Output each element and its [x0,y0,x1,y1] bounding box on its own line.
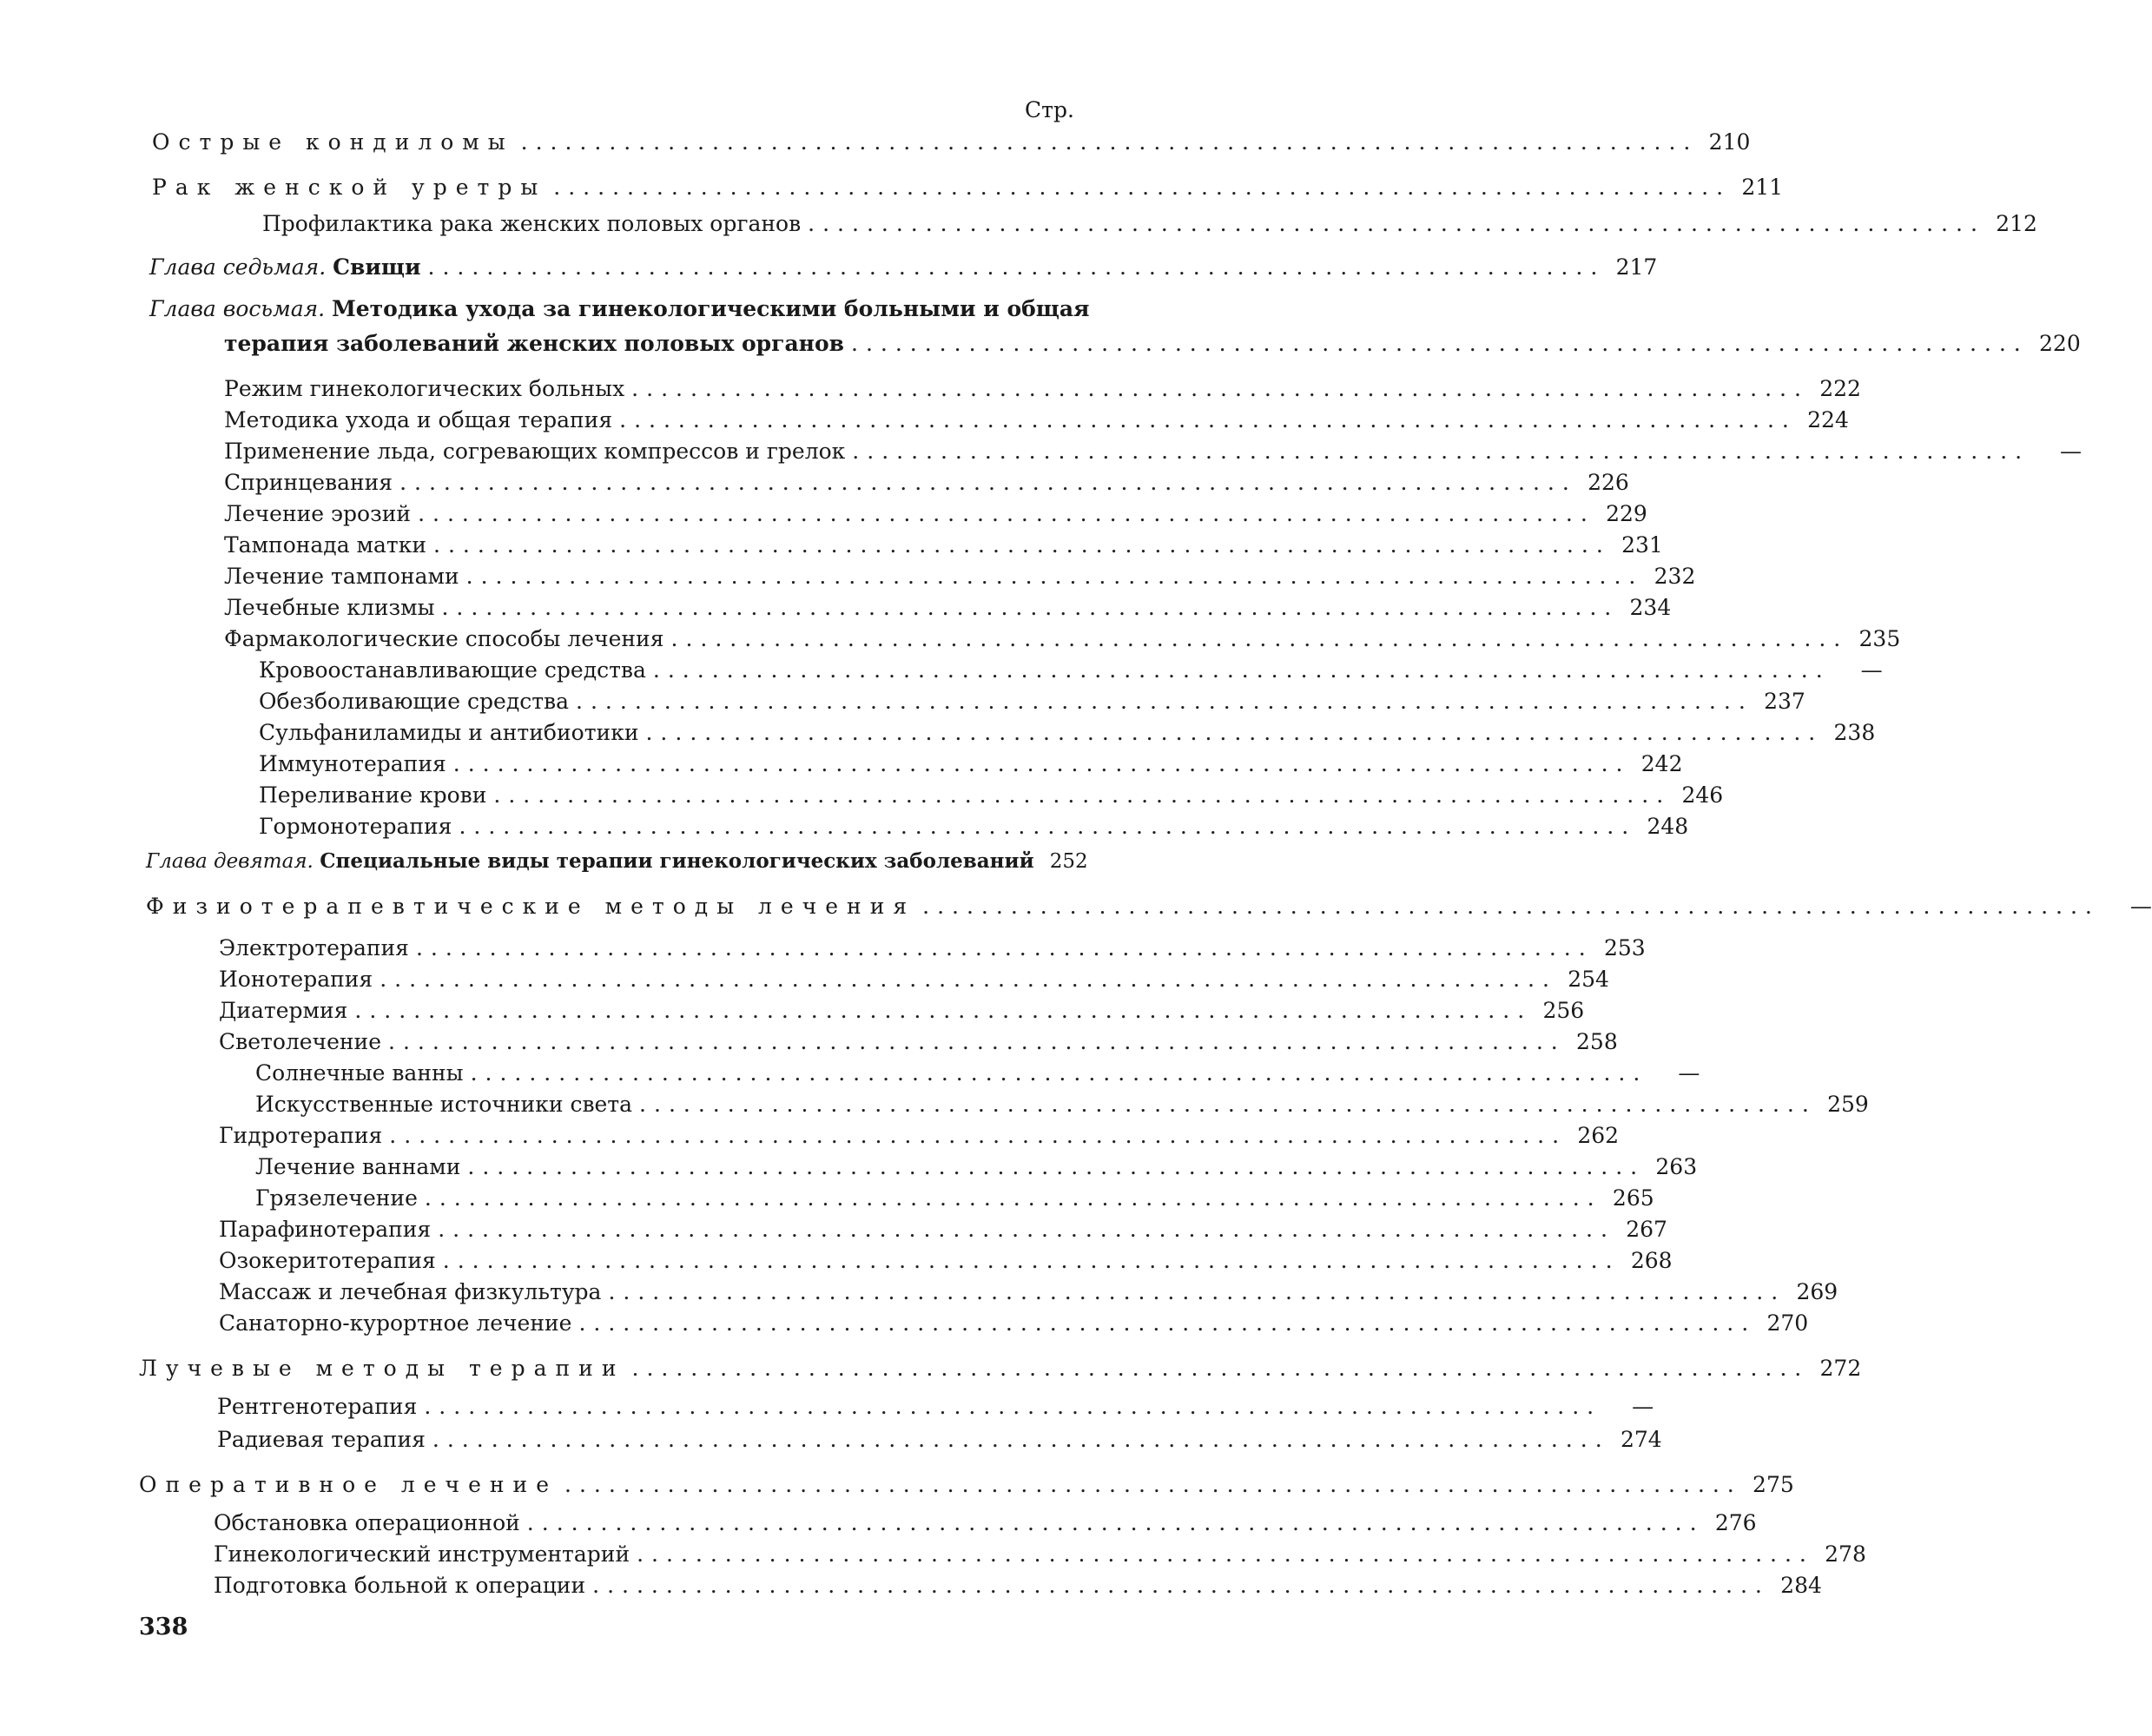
dot-leader: ................................................................................ [380,967,1557,992]
toc-entry[interactable] [224,330,2081,358]
toc-entry-title: Сульфаниламиды и антибиотики [259,720,639,745]
dot-leader: ................................................................................ [459,814,1637,839]
toc-entry-page: 238 [1833,720,1876,745]
toc-entry[interactable] [146,848,1088,875]
dot-leader: ................................................................................ [433,532,1611,558]
dot-leader: ................................................................................ [592,1573,1770,1598]
toc-entry-page: 217 [1615,254,1658,280]
chapter-label: Глава восьмая. [149,296,326,321]
toc-entry-page: 232 [1654,564,1696,589]
toc-entry-page: — [2060,439,2083,464]
toc-entry-title: Гидротерапия [219,1123,383,1148]
toc-entry-title: Фармакологические способы лечения [224,626,664,651]
toc-entry-page: 224 [1807,407,1849,432]
toc-entry-title: Режим гинекологических больных [224,376,625,401]
chapter-label: Глава девятая. [146,850,314,873]
toc-entry-title: терапия заболеваний женских половых органов [224,331,844,356]
toc-entry[interactable] [219,1310,1809,1337]
toc-entry-title: Оперативное лечение [139,1472,558,1497]
toc-entry-page: 246 [1681,782,1724,808]
dot-leader: ................................................................................ [520,129,1699,155]
toc-entry-page: 258 [1576,1029,1618,1054]
dot-leader: ................................................................................ [645,720,1824,745]
chapter-label: Глава седьмая. [149,254,327,280]
toc-entry-title: Рак женской уретры [152,175,547,200]
toc-entry[interactable] [214,1572,1822,1600]
toc-entry-page: 267 [1626,1217,1667,1242]
toc-entry[interactable] [219,1028,1618,1056]
toc-entry[interactable] [139,1355,1862,1383]
dot-leader: ................................................................................ [564,1472,1742,1497]
toc-entry[interactable] [259,750,1683,778]
toc-entry-page: — [1860,657,1883,683]
toc-entry-title: Обстановка операционной [214,1510,520,1535]
toc-entry-title: Рентгенотерапия [217,1394,418,1419]
dot-leader: ................................................................................ [852,439,2030,464]
toc-entry[interactable] [224,438,2083,465]
dot-leader: ................................................................................ [608,1279,1786,1304]
toc-entry-title: Методика ухода за гинекологическими больными и общая [332,296,1090,321]
toc-entry-title: Светолечение [219,1029,381,1054]
toc-entry-title: Применение льда, согревающих компрессов и грелок [224,439,846,464]
toc-entry[interactable] [224,563,1696,591]
toc-entry[interactable] [259,657,1883,684]
dot-leader: ................................................................................ [427,254,1606,280]
toc-entry[interactable] [224,625,1901,653]
dot-leader: ................................................................................ [619,407,1797,432]
toc-entry[interactable] [255,1091,1869,1119]
toc-entry-title: Санаторно-курортное лечение [219,1310,572,1336]
toc-entry-page: 253 [1603,935,1646,960]
toc-entry-title: Обезболивающие средства [259,689,570,714]
toc-entry-title: Тампонада матки [224,532,427,558]
toc-entry-page: 222 [1819,376,1861,401]
dot-leader: ................................................................................ [418,501,1595,526]
toc-entry-page: 268 [1630,1248,1673,1273]
toc-entry[interactable] [152,174,1784,201]
toc-entry[interactable] [255,1153,1698,1181]
toc-entry-page: 212 [1996,211,2037,236]
toc-entry[interactable] [149,254,1658,281]
toc-entry-title: Лечебные клизмы [224,595,435,620]
dot-leader: ................................................................................ [424,1394,1602,1419]
toc-entry-title: Ионотерапия [219,967,373,992]
toc-entry[interactable] [259,688,1805,716]
dot-leader: ................................................................................ [631,1356,1810,1381]
toc-entry-page: 272 [1819,1356,1862,1381]
toc-entry-page: 248 [1647,814,1689,839]
toc-entry[interactable] [214,1541,1866,1568]
toc-entry[interactable] [224,500,1647,528]
toc-entry-title: Специальные виды терапии гинекологических заболеваний [320,849,1034,873]
toc-entry[interactable] [152,129,1751,156]
toc-entry-title: Переливание крови [259,782,487,808]
toc-entry[interactable] [219,1122,1620,1150]
toc-entry-page: 269 [1796,1279,1838,1304]
toc-entry-page: 256 [1542,998,1585,1023]
toc-entry-page: 262 [1577,1123,1620,1148]
dot-leader: ................................................................................ [631,376,1809,401]
dot-leader: ................................................................................ [553,175,1732,200]
toc-entry[interactable] [217,1426,1662,1454]
toc-entry[interactable] [219,1216,1667,1244]
toc-entry-page: — [1632,1394,1654,1419]
page-number: 338 [139,1614,188,1640]
dot-leader: ................................................................................ [851,331,2029,356]
toc-entry-page: 235 [1858,626,1901,651]
toc-entry-title: Профилактика рака женских половых органов [262,211,802,236]
toc-entry-page: — [1678,1060,1700,1086]
toc-entry-title: Лечение эрозий [224,501,412,526]
toc-entry-page: 211 [1741,175,1784,200]
dot-leader: ................................................................................ [637,1541,1814,1567]
toc-entry[interactable] [219,997,1585,1025]
dot-leader: ................................................................................ [670,626,1849,651]
toc-entry-page: — [2129,894,2152,919]
toc-entry[interactable] [219,934,1646,962]
toc-entry-title: Физиотерапевтические методы лечения [146,894,916,919]
toc-entry[interactable] [224,531,1663,559]
toc-entry-title: Лечение ваннами [255,1154,461,1179]
toc-entry-title: Иммунотерапия [259,751,446,776]
toc-entry-page: 231 [1621,532,1663,558]
toc-entry-page: 274 [1620,1427,1662,1452]
dot-leader: ................................................................................ [432,1427,1610,1452]
toc-entry-title: Методика ухода и общая терапия [224,407,613,432]
toc-entry-page: 275 [1753,1472,1794,1497]
toc-entry-page: 284 [1780,1573,1822,1598]
toc-entry-page: 270 [1766,1310,1809,1336]
toc-entry[interactable] [224,406,1849,434]
toc-entry-title: Кровоостанавливающие средства [259,657,646,683]
toc-entry[interactable] [224,594,1672,622]
dot-leader: ................................................................................ [354,998,1533,1023]
dot-leader: ................................................................................ [578,1310,1757,1336]
dot-leader: ................................................................................ [441,595,1620,620]
toc-entry-line1 [149,295,1090,323]
toc-entry-title: Солнечные ванны [255,1060,464,1086]
toc-entry-title: Радиевая терапия [217,1427,426,1452]
toc-entry-title: Электротерапия [219,935,409,960]
toc-entry-page: 265 [1612,1185,1654,1211]
toc-entry-title: Диатермия [219,998,348,1023]
toc-entry[interactable] [259,782,1724,809]
toc-entry[interactable] [259,813,1689,841]
toc-entry-title: Острые кондиломы [152,129,514,155]
toc-entry-page: 226 [1588,470,1629,495]
dot-leader: ................................................................................ [470,1060,1648,1086]
toc-entry[interactable] [255,1185,1654,1212]
toc-entry-title: Грязелечение [255,1185,418,1211]
dot-leader: ................................................................................ [576,689,1753,714]
toc-entry-page: 276 [1714,1510,1757,1535]
toc-entry[interactable] [139,1471,1794,1499]
toc-entry[interactable] [224,469,1629,497]
toc-entry-title: Парафинотерапия [219,1217,432,1242]
toc-entry[interactable] [146,893,2152,921]
toc-entry-page: 234 [1629,595,1672,620]
toc-entry-title: Гормонотерапия [259,814,452,839]
dot-leader: ................................................................................ [452,751,1631,776]
dot-leader: ................................................................................ [399,470,1577,495]
toc-entry[interactable] [262,210,2037,238]
toc-entry[interactable] [219,966,1609,993]
toc-entry-title: Подготовка больной к операции [214,1573,586,1598]
dot-leader: ................................................................................ [389,1123,1568,1148]
toc-entry-page: 254 [1568,967,1609,992]
toc-entry[interactable] [219,1247,1673,1275]
toc-entry-title: Свищи [333,254,421,280]
toc-entry[interactable] [259,719,1876,747]
dot-leader: ................................................................................ [388,1029,1566,1054]
dot-leader: ................................................................................ [465,564,1644,589]
toc-entry-page: 252 [1049,850,1088,873]
dot-leader: ................................................................................ [652,657,1831,683]
toc-entry[interactable] [224,375,1861,403]
toc-entry-page: 259 [1827,1092,1869,1117]
dot-leader: ................................................................................ [424,1185,1602,1211]
dot-leader: ................................................................................ [438,1217,1615,1242]
toc-entry-page: 237 [1764,689,1805,714]
toc-entry-page: 278 [1825,1541,1866,1567]
page-column-label: Стр. [1025,97,1074,122]
toc-entry[interactable] [255,1059,1700,1087]
toc-entry[interactable] [219,1278,1838,1306]
toc-entry-title: Гинекологический инструментарий [214,1541,630,1567]
toc-entry-page: 242 [1640,751,1683,776]
toc-entry-page: 229 [1606,501,1647,526]
toc-entry[interactable] [214,1509,1757,1537]
dot-leader: ................................................................................ [922,894,2100,919]
toc-entry-page: 220 [2039,331,2081,356]
toc-entry[interactable] [217,1393,1654,1421]
toc-entry-page: 210 [1708,129,1751,155]
dot-leader: ................................................................................ [808,211,1985,236]
toc-entry-title: Спринцевания [224,470,393,495]
toc-entry-title: Массаж и лечебная физкультура [219,1279,602,1304]
toc-entry-page: 263 [1655,1154,1698,1179]
dot-leader: ................................................................................ [493,782,1672,808]
dot-leader: ................................................................................ [526,1510,1705,1535]
toc-entry-title: Лучевые методы терапии [139,1356,625,1381]
toc-entry-title: Озокеритотерапия [219,1248,436,1273]
dot-leader: ................................................................................ [467,1154,1646,1179]
dot-leader: ................................................................................ [415,935,1594,960]
toc-entry-title: Искусственные источники света [255,1092,633,1117]
dot-leader: ................................................................................ [639,1092,1817,1117]
toc-entry-title: Лечение тампонами [224,564,459,589]
dot-leader: ................................................................................ [442,1248,1621,1273]
